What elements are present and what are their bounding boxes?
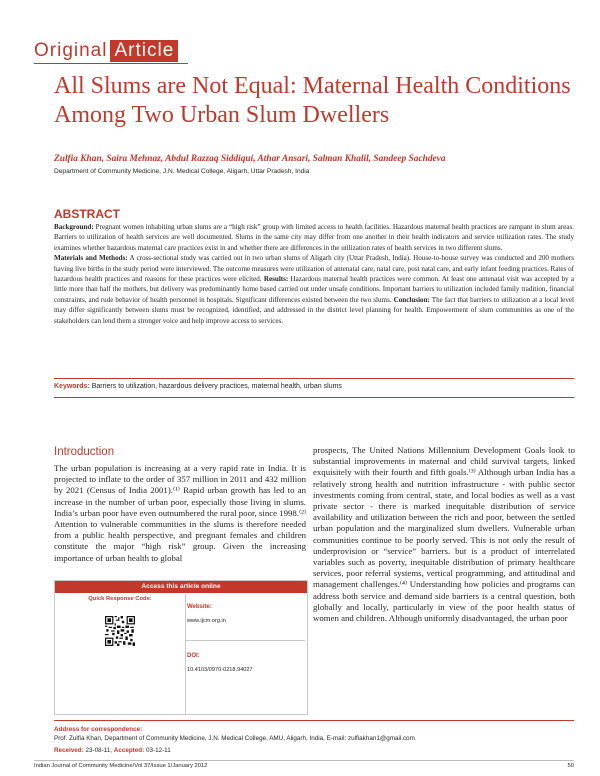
results-text: Hazardous maternal health practices were common. At least one antenatal visit was accepted by a little more than half the mothers, but delivery was predominantly home based carried out under unsafe conditions. Important barriers to utilization included family tradition, financial constraints, and rude behavior of health personnel in hospitals. Significant differences existed between the two slums. bbox=[54, 275, 574, 304]
correspondence-text: Prof. Zulfia Khan, Department of Community Medicine, J.N. Medical College, AMU, Aligarh, India. E-mail: zulfiakhan1@gmail.com bbox=[54, 735, 415, 742]
background-label: Background: bbox=[54, 223, 94, 231]
conclusion-text: The fact that barriers to utilization at a local level may differ significantly between slums must be recognized, identified, and addressed in the district level planning for health. Empowerment of slum communities as one of the stakeholders can lend them a stronger voice and help improve access to services. bbox=[54, 295, 574, 325]
body-column-right: prospects, The United Nations Millennium Development Goals look to substantial improvements in maternal and child survival targets, linked exquisitely with their fourth and fifth goals.⁽³⁾ Although urban India has a relatively strong health and nutrition infrastructure - with public sector investments coming from central, state, and local bodies as well as a vast private sector - there is marked inequitable distribution of service availability and utilization between the rich and poor, between the settled urban population and the marginalized slum dwellers. Vulnerable urban communities continue to be poorly served. This is not only the result of underprovision or “service” barriers. but is a product of interrelated variables such as poverty, inequitable distribution of primary healthcare services, poor referral systems, vertical programming, and attitudinal and management challenges.⁽⁴⁾ Understanding how policies and programs can address both service and demand side barriers is a central question, both globally and locally, particularly in view of the poor health status of women and children. Although uniformly disadvantaged, the urban poor bbox=[313, 445, 575, 624]
keywords-label: Keywords: bbox=[54, 383, 90, 390]
footer-divider bbox=[34, 760, 574, 761]
accepted-date: 03-12-11 bbox=[145, 747, 171, 754]
keywords-bottom-divider bbox=[54, 397, 574, 398]
website-link[interactable]: www.ijcm.org.in bbox=[187, 618, 226, 624]
correspondence-label: Address for correspondence: bbox=[54, 726, 143, 733]
doi-label: DOI: bbox=[187, 653, 200, 659]
body-column-left: The urban population is increasing at a very rapid rate in India. It is projected to inflate to the order of 357 million in 2011 and 432 million by 2021 (Census of India 2001).⁽¹⁾ Rapid urban growth has led to an increase in the number of urban poor, especially those living in slums. India’s urban poor have even outnumbered the rural poor, since 1998.⁽²⁾ Attention to vulnerable communities in the slums is therefore needed from a public health perspective, and pregnant females and children constitute the major “high risk” group. Given the increasing importance of urban health to global bbox=[54, 463, 306, 563]
author-list: Zulfia Khan, Saira Mehnaz, Abdul Razzaq Siddiqui, Athar Ansari, Salman Khalil, Sandeep Sachdeva bbox=[54, 154, 446, 164]
accepted-label: Accepted: bbox=[113, 747, 145, 754]
qr-label: Quick Response Code: bbox=[88, 596, 152, 602]
background-text: Pregnant women inhabiting urban slums are a “high risk” group with limited access to health facilities. Hazardous maternal health practices are rampant in slum areas. Barriers to utilization of health services are well documented. Slums in the same city may differ from one another in their health indicators and service utilization rates. The study examines whether hazardous maternal care practices exist in and whether there are differences in the utilization rates of health services in two different slums. bbox=[54, 223, 574, 252]
introduction-heading: Introduction bbox=[54, 446, 115, 458]
abstract-body bbox=[54, 222, 574, 326]
keywords-top-divider bbox=[54, 378, 574, 379]
conclusion-label: Conclusion: bbox=[393, 295, 430, 304]
affiliation: Department of Community Medicine, J.N. Medical College, Aligarh, Uttar Pradesh, India bbox=[54, 168, 310, 175]
doi-link[interactable]: 10.4103/0970-0218.94027 bbox=[187, 667, 253, 673]
access-details bbox=[187, 594, 305, 673]
methods-text: A cross-sectional study was carried out in two urban slums of Aligarh city (Uttar Pradesh, India). House-to-house survey was conducted and 200 mothers having live births in the study period were interviewed. The outcome measures were utilization of antenatal care, natal care, post natal care, and early infant feeding practices. Rates of hazardous health practices and reasons for these practices were elicited. bbox=[54, 254, 574, 284]
correspondence bbox=[54, 725, 574, 743]
received-label: Received: bbox=[54, 747, 84, 754]
methods-label: Materials and Methods: bbox=[54, 254, 128, 263]
article-type-word1: Original bbox=[34, 40, 108, 61]
qr-area bbox=[55, 594, 186, 714]
page-number: 50 bbox=[567, 763, 574, 769]
journal-citation: Indian Journal of Community Medicine/Vol 37/Issue 1/January 2012 bbox=[34, 763, 208, 769]
website-label: Website: bbox=[187, 604, 212, 610]
access-divider bbox=[185, 640, 305, 641]
header-divider bbox=[34, 63, 188, 64]
abstract-heading: ABSTRACT bbox=[54, 207, 120, 221]
keywords bbox=[54, 383, 574, 390]
article-title: All Slums are Not Equal: Maternal Health Conditions Among Two Urban Slum Dwellers bbox=[54, 73, 571, 128]
correspondence-divider bbox=[54, 720, 574, 721]
qr-code-icon bbox=[105, 616, 135, 646]
access-box bbox=[54, 580, 308, 715]
article-type-word2: Article bbox=[110, 40, 178, 62]
article-type-label bbox=[34, 40, 178, 62]
results-label: Results: bbox=[263, 275, 289, 284]
keywords-text: Barriers to utilization, hazardous delivery practices, maternal health, urban slums bbox=[91, 383, 342, 390]
access-heading: Access this article online bbox=[55, 581, 307, 593]
received-date: 23-08-11, bbox=[85, 747, 113, 754]
article-dates bbox=[54, 747, 171, 754]
